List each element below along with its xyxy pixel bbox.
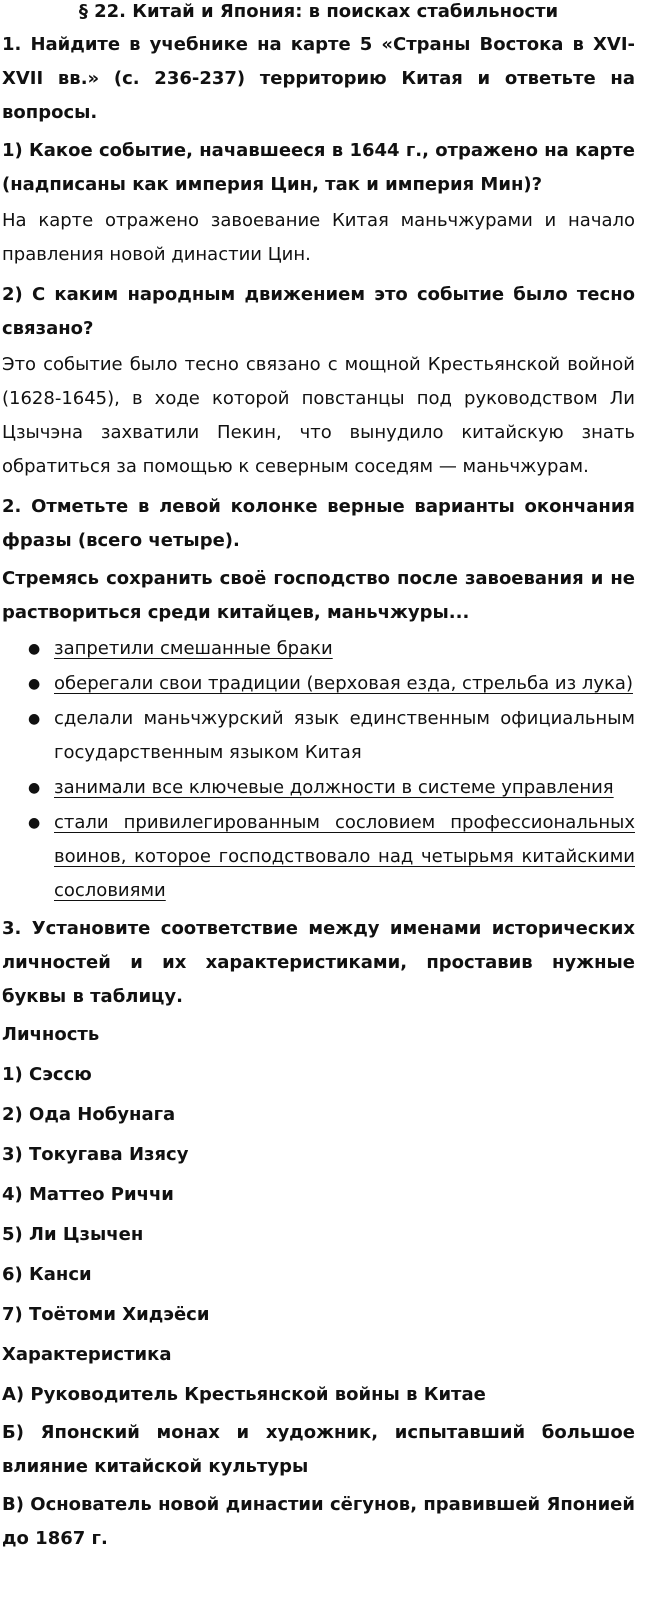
- option-text: оберегали свои традиции (верховая езда, стрельба из лука): [54, 673, 633, 694]
- list-item: [2, 667, 635, 701]
- option-text: стали привилегированным сословием профессиональных воинов, которое господствовало над четырьмя китайскими сословиями: [54, 812, 635, 901]
- list-item: [2, 806, 635, 908]
- task2-heading: 2. Отметьте в левой колонке верные варианты окончания фразы (всего четыре).: [2, 496, 635, 551]
- trait-item: Б) Японский монах и художник, испытавший большое влияние китайской культуры: [2, 1422, 635, 1477]
- task3-heading: 3. Установите соответствие между именами исторических личностей и их характеристиками, проставив нужные буквы в таблицу.: [2, 918, 635, 1007]
- list-item: [2, 632, 635, 666]
- person-item: 3) Токугава Изясу: [2, 1144, 189, 1165]
- person-item: 6) Канси: [2, 1264, 92, 1285]
- bullet-icon: ●: [28, 780, 41, 796]
- bullet-icon: ●: [28, 641, 41, 657]
- bullet-icon: ●: [28, 711, 41, 727]
- task1-answer-2: Это событие было тесно связано с мощной Крестьянской войной (1628-1645), в ходе которой повстанцы под руководством Ли Цзычэна захватили Пекин, что вынудило китайскую знать обратиться за помощью к северным соседям — маньчжурам.: [2, 354, 635, 477]
- option-text: запретили смешанные браки: [54, 638, 333, 659]
- traits-label: Характеристика: [2, 1344, 172, 1365]
- list-item: [2, 771, 635, 805]
- option-text: сделали маньчжурский язык единственным официальным государственным языком Китая: [54, 708, 635, 763]
- option-text: занимали все ключевые должности в системе управления: [54, 777, 614, 798]
- trait-item: А) Руководитель Крестьянской войны в Китае: [2, 1384, 486, 1405]
- task1-answer-1: На карте отражено завоевание Китая маньчжурами и начало правления новой династии Цин.: [2, 210, 635, 265]
- page-title: § 22. Китай и Япония: в поисках стабильности: [78, 1, 559, 22]
- task2-options-list: [2, 632, 635, 908]
- person-item: 4) Маттео Риччи: [2, 1184, 174, 1205]
- task1-question-2: 2) С каким народным движением это событие было тесно связано?: [2, 284, 635, 339]
- person-item: 1) Сэссю: [2, 1064, 92, 1085]
- person-item: 5) Ли Цзычен: [2, 1224, 144, 1245]
- persons-label: Личность: [2, 1024, 100, 1045]
- person-item: 2) Ода Нобунага: [2, 1104, 176, 1125]
- person-item: 7) Тоётоми Хидэёси: [2, 1304, 210, 1325]
- task1-question-1: 1) Какое событие, начавшееся в 1644 г., отражено на карте (надписаны как империя Цин, так и империя Мин)?: [2, 140, 635, 195]
- task2-lead: Стремясь сохранить своё господство после завоевания и не раствориться среди китайцев, маньчжуры...: [2, 568, 635, 623]
- bullet-icon: ●: [28, 815, 41, 831]
- bullet-icon: ●: [28, 676, 41, 692]
- task1-heading: 1. Найдите в учебнике на карте 5 «Страны Востока в XVI-XVII вв.» (с. 236-237) территорию Китая и ответьте на вопросы.: [2, 34, 635, 123]
- trait-item: В) Основатель новой династии сёгунов, правившей Японией до 1867 г.: [2, 1494, 635, 1549]
- list-item: [2, 702, 635, 770]
